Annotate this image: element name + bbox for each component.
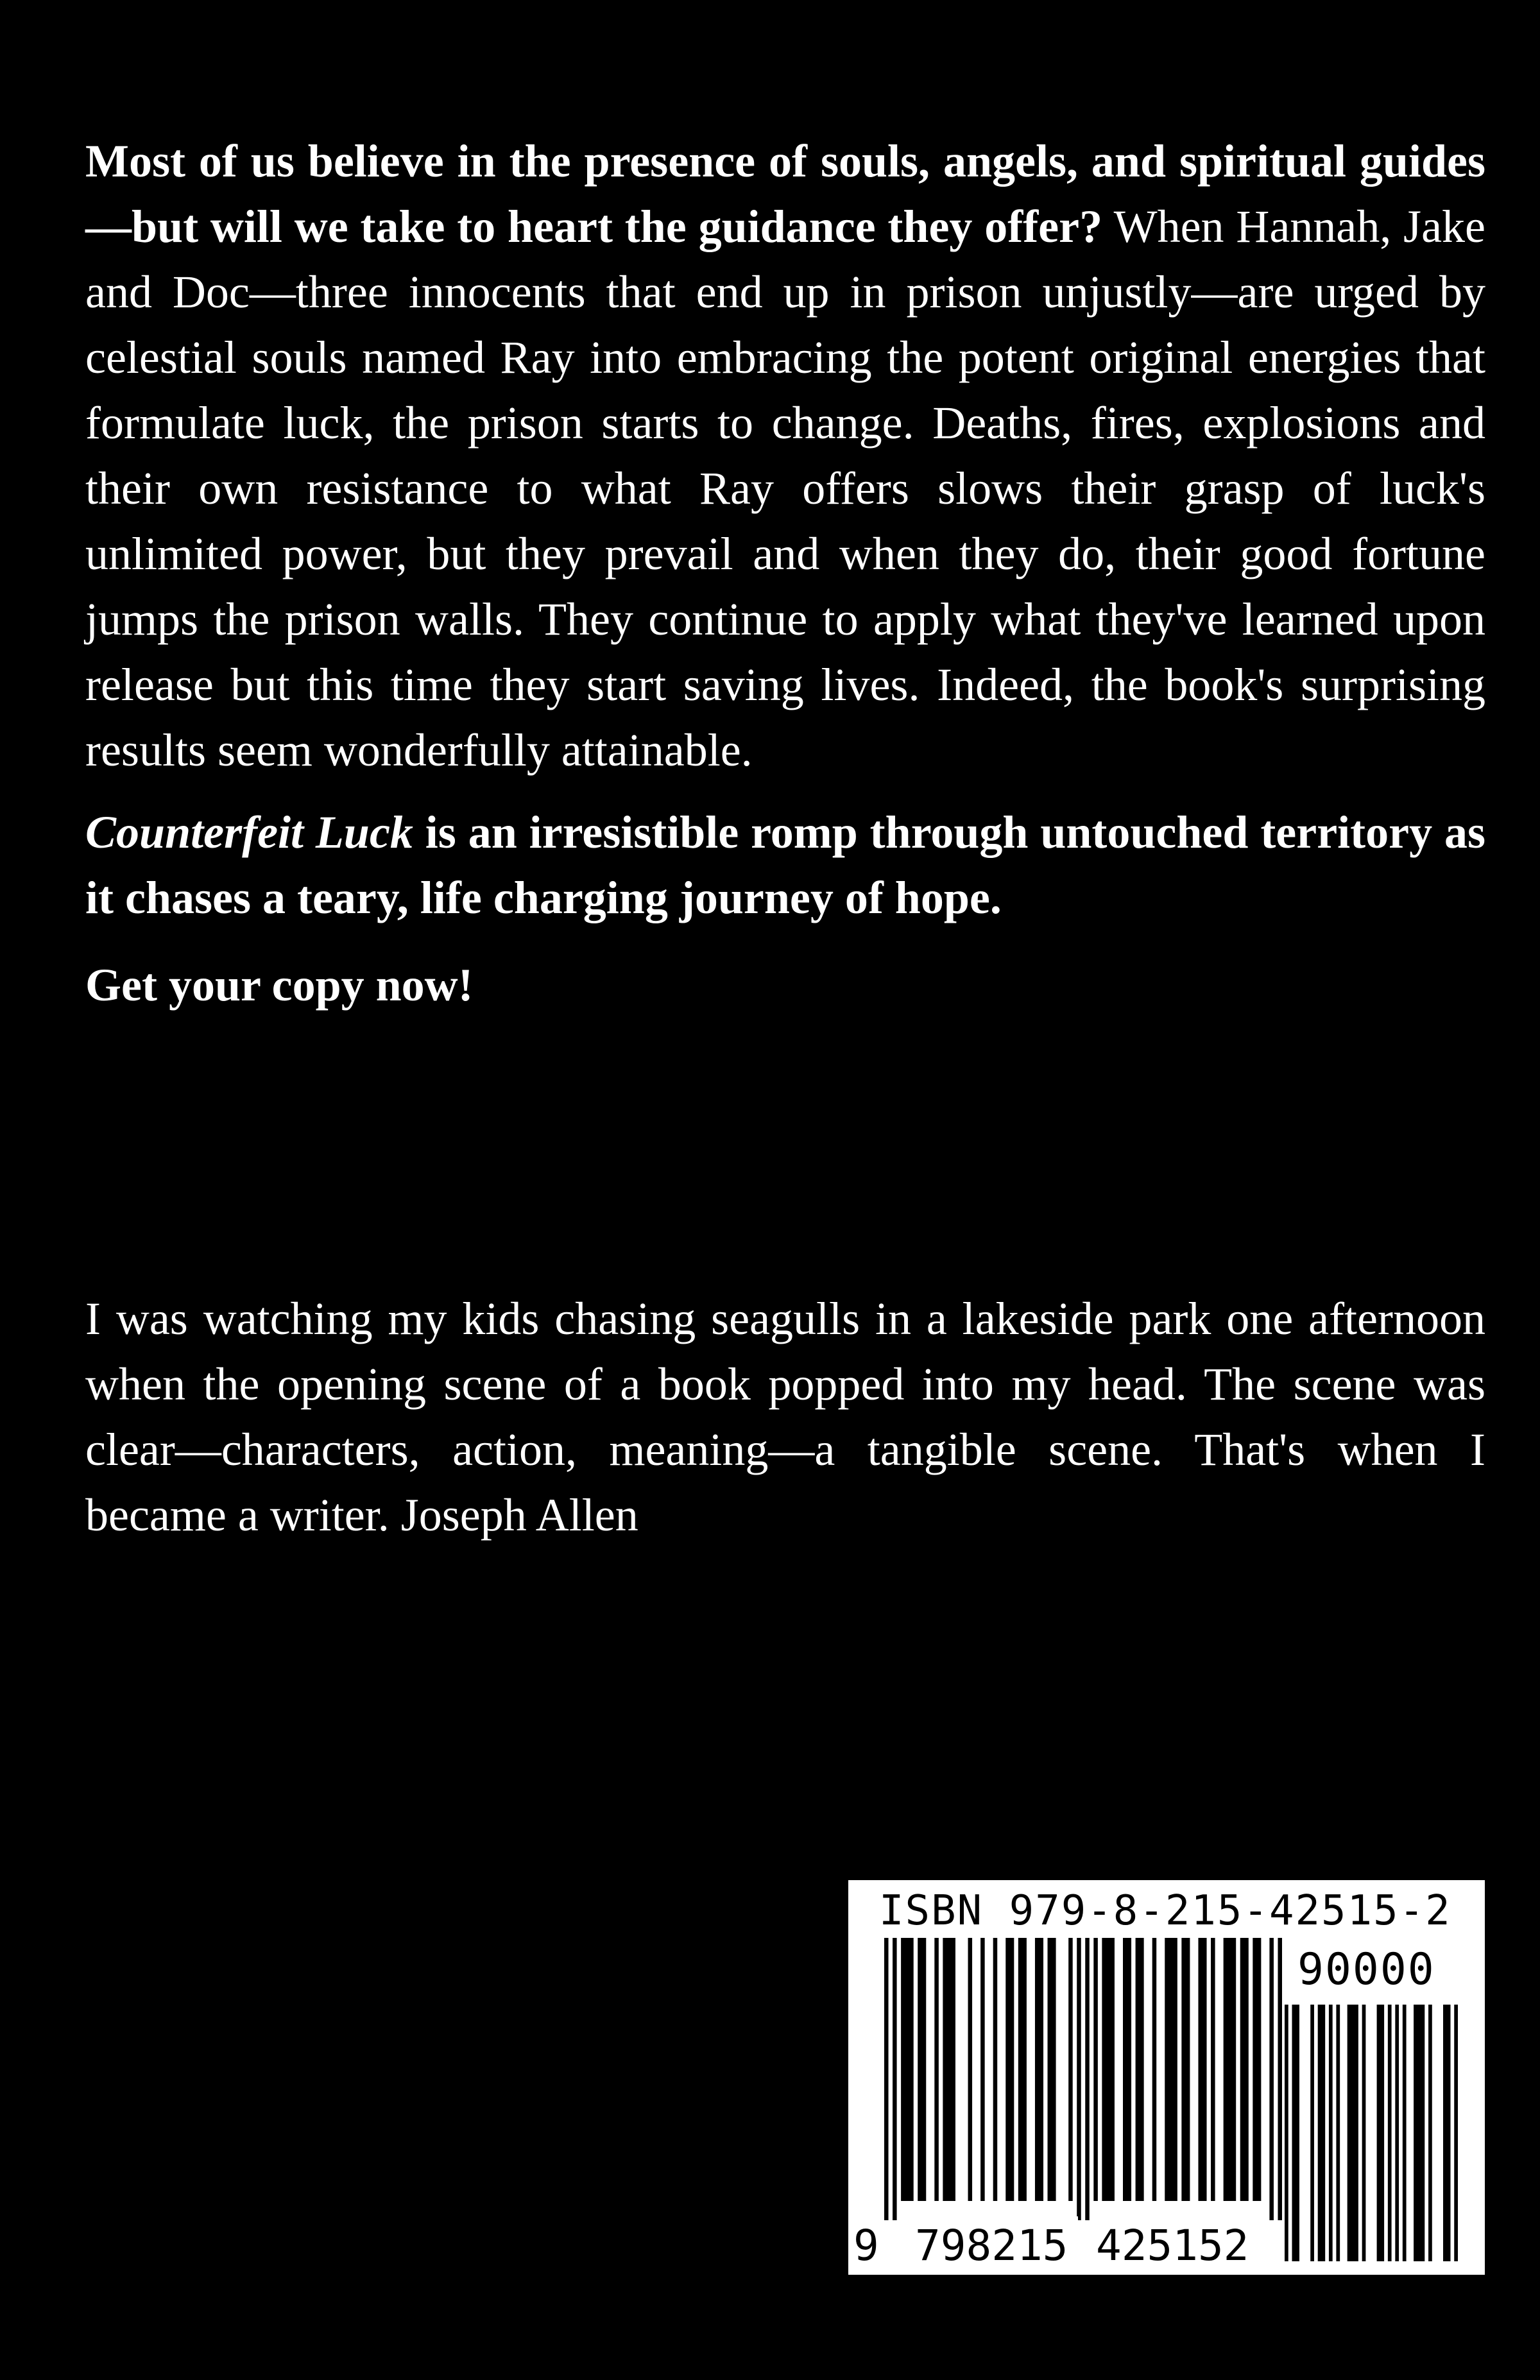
ean13-bar	[1085, 1938, 1090, 2220]
ean13-bar	[1224, 1938, 1236, 2201]
ean13-bar	[1102, 1938, 1115, 2201]
ean13-bar	[1123, 1938, 1131, 2201]
ean13-bar	[1211, 1938, 1215, 2201]
ean13-bar	[1240, 1938, 1249, 2201]
barcode-digit-first: 9	[853, 2221, 879, 2270]
ean13-bar	[1077, 1938, 1081, 2220]
ean13-bar	[1181, 1938, 1190, 2201]
addon-bar	[1318, 2005, 1325, 2261]
addon-bar	[1414, 2005, 1425, 2261]
blurb-paragraph-1	[85, 128, 1485, 783]
addon-bar	[1348, 2005, 1358, 2261]
barcode-digits-right: 425152	[1096, 2221, 1249, 2270]
addon-bar	[1454, 2005, 1458, 2261]
ean13-bar	[1198, 1938, 1206, 2201]
ean13-bar	[1048, 1938, 1056, 2201]
addon-bar	[1292, 2005, 1299, 2261]
ean13-bar	[901, 1938, 914, 2201]
ean13-bar	[884, 1938, 889, 2220]
addon-bar	[1403, 2005, 1407, 2261]
ean13-bar	[1035, 1938, 1043, 2201]
ean13-bar	[1278, 1938, 1282, 2220]
blurb-tagline: is an irresistible romp through untouched territory as it chases a teary, life charging journey of hope.	[85, 807, 1486, 923]
addon-bar	[1362, 2005, 1366, 2261]
ean13-bar	[1005, 1938, 1014, 2201]
ean13-bar	[1136, 1938, 1144, 2201]
book-blurb	[85, 128, 1485, 1018]
addon-bar	[1310, 2005, 1314, 2261]
ean13-bars	[884, 1938, 1282, 2220]
blurb-synopsis: When Hannah, Jake and Doc—three innocents that end up in prison unjustly—are urged by celestial souls named Ray into embracing the potent original energies that formulate luck, the prison starts to change. Deaths, fires, explosions and their own resistance to what Ray offers slows their grasp of luck's unlimited power, but they prevail and when they do, their good fortune jumps the prison walls. They continue to apply what they've learned upon release but this time they start saving lives. Indeed, the book's surprising results seem wonderfully attainable.	[85, 201, 1485, 776]
isbn-label: ISBN 979-8-215-42515-2	[879, 1887, 1451, 1935]
addon-bars	[1285, 2005, 1458, 2261]
ean13-bar	[893, 1938, 897, 2220]
ean13-bar	[1068, 1938, 1073, 2201]
addon-bar	[1329, 2005, 1333, 2261]
author-bio-text: I was watching my kids chasing seagulls in a lakeside park one afternoon when the opening scene of a book popped into my head. The scene was clear—characters, action, meaning—a tangible scene. That's when I became a writer. Joseph Allen	[85, 1293, 1485, 1541]
ean13-bar	[918, 1938, 926, 2201]
ean13-bar	[1253, 1938, 1261, 2201]
isbn-barcode	[848, 1880, 1485, 2275]
call-to-action: Get your copy now!	[85, 959, 474, 1011]
addon-bar	[1285, 2005, 1288, 2261]
ean13-bar	[1093, 1938, 1098, 2201]
ean13-bar	[934, 1938, 939, 2201]
addon-bar	[1428, 2005, 1432, 2261]
addon-bar	[1377, 2005, 1384, 2261]
ean13-bar	[1018, 1938, 1027, 2201]
ean13-bar	[968, 1938, 973, 2201]
ean13-bar	[943, 1938, 955, 2201]
ean13-bar	[993, 1938, 998, 2201]
blurb-hook: Most of us believe in the presence of souls, angels, and spiritual guides—but will we take to heart the guidance they offer?	[85, 135, 1485, 252]
author-bio	[85, 1286, 1485, 1548]
price-code: 90000	[1297, 1944, 1435, 1995]
ean13-bar	[1152, 1938, 1157, 2201]
ean13-bar	[1269, 1938, 1274, 2220]
book-title: Counterfeit Luck	[85, 807, 413, 858]
addon-bar	[1443, 2005, 1450, 2261]
addon-bar	[1388, 2005, 1392, 2261]
blurb-paragraph-2	[85, 800, 1485, 930]
ean13-bar	[980, 1938, 985, 2201]
addon-bar	[1336, 2005, 1340, 2261]
addon-bar	[1395, 2005, 1399, 2261]
barcode-digits	[848, 2220, 1285, 2272]
barcode-digits-left: 798215	[915, 2221, 1068, 2270]
ean13-bar	[1165, 1938, 1177, 2201]
